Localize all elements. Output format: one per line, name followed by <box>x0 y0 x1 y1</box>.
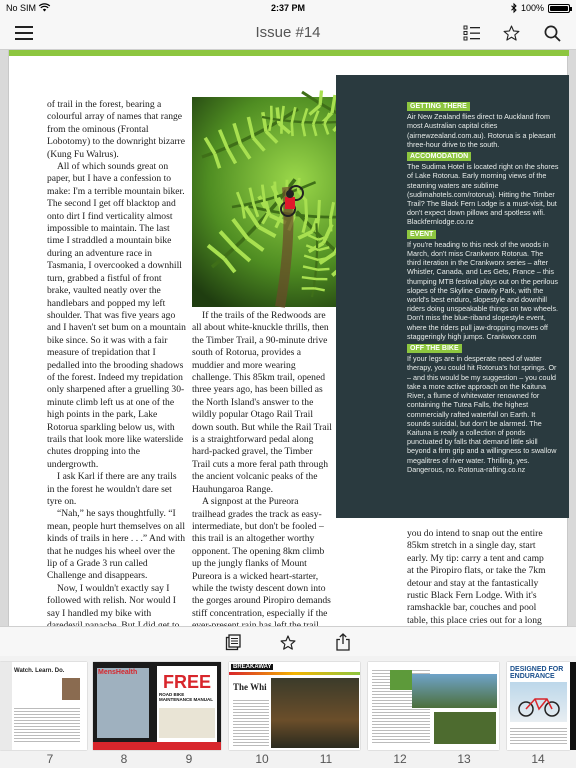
thumbnail-spread-6-7[interactable] <box>0 662 87 750</box>
bluetooth-icon <box>511 3 517 13</box>
paragraph: A signpost at the Pureora trailhead grades the track as easy-intermediate, but don't be fooled – this trail is an altogether worthy opponent. The opening 8km climb up the jungly flanks of Mount Pureora is a wicked heart-starter, while the twisty descent down into the gorges around Piropiro demands stiff concentration, especially if the <box>192 496 331 619</box>
thumb-text-block <box>233 698 269 746</box>
share-icon <box>335 633 351 651</box>
paragraph: I ask Karl if there are any trails in the forest he wouldn't dare set tyre on. <box>47 471 177 507</box>
table-of-contents-icon <box>463 25 481 41</box>
thumb-heading: The Whi <box>233 682 267 692</box>
thumb-subhead: ROAD BIKE MAINTENANCE MANUAL <box>159 692 213 702</box>
bicycle-icon <box>517 694 561 718</box>
thumb-forest-photo <box>271 678 359 748</box>
thumb-brand: MensHealth <box>98 669 138 676</box>
share-button[interactable] <box>333 633 353 651</box>
page-number[interactable]: 8 <box>120 752 128 766</box>
status-bar <box>0 0 576 16</box>
search-icon <box>544 25 561 42</box>
page-number[interactable]: 7 <box>46 752 54 766</box>
thumbnail-spread-8-9[interactable] <box>93 662 221 750</box>
article-column-3 <box>407 528 547 627</box>
page-number[interactable]: 9 <box>185 752 193 766</box>
page-top-accent-bar <box>9 50 569 56</box>
status-right <box>511 3 570 13</box>
page-thumbnail-strip[interactable] <box>0 656 576 768</box>
sidebar-section-event <box>407 227 559 341</box>
star-icon <box>280 635 296 650</box>
thumb-text-block <box>14 706 80 744</box>
paragraph: you do intend to snap out the entire 85km stretch in a single day, start early. My tip: carry a tent and camp at the Piropiro flats, or take the 7km detour and stay at the fantastically rustic Black Fern Lodge. With it's ramshackle bar, couches and pool table, this place cries out for a long <box>407 528 546 626</box>
sidebar-heading: ACCOMODATION <box>407 152 471 161</box>
sidebar-heading: GETTING THERE <box>407 102 470 111</box>
page-number[interactable]: 14 <box>531 752 545 766</box>
notes-icon <box>225 634 241 651</box>
thumb-photo-large <box>434 712 496 744</box>
thumb-red-strip <box>93 742 221 750</box>
page-number[interactable]: 10 <box>255 752 269 766</box>
sidebar-heading: OFF THE BIKE <box>407 344 462 353</box>
thumbnail-spread-12-13[interactable] <box>368 662 499 750</box>
thumb-heading: DESIGNED FOR ENDURANCE <box>510 666 564 680</box>
paragraph: Now, I wouldn't exactly say I followed with relish. Nor would I say I handled my bike with <box>47 582 176 619</box>
nav-bar <box>0 16 576 50</box>
sidebar-heading: EVENT <box>407 230 436 239</box>
star-icon <box>503 25 520 41</box>
paragraph: of trail in the forest, bearing a colourful array of names that range from the ominous (Frontal Lobotomy) to the downright bizarre (Kung Fu Walrus). <box>47 99 186 160</box>
sidebar-body: If your legs are in desperate need of water therapy, you could hit Rotorua's hot springs. Or – and this would be my suggestion – you could take a more active approach on the Kaituna River, a flume of whitewater renowned for containing the Tutea Falls, the highest commercially rafted waterfall on Earth. It sounds suicidal, but don't be alarmed. The Kaituna is really a collection of ponds punctuated by falls that demand little skill beyond a firm grip and a willingness to swallow megalitres of river water. Thrilling, yes. Dangerous, no. Rotorua-rafting.co.nz <box>407 354 557 474</box>
search-button[interactable] <box>540 22 564 44</box>
sidebar-body: Air New Zealand flies direct to Auckland from most Australian capital cities (airnewzealand.com.au). Rotorua is a pleasant three-hour drive to the south. <box>407 112 556 149</box>
article-column-2 <box>192 310 332 645</box>
thumbnail-page-14[interactable] <box>507 662 570 750</box>
thumbnail-spread-10-11[interactable] <box>229 662 360 750</box>
thumb-cover <box>97 668 149 738</box>
sidebar-body: If you're heading to this neck of the woods in March, don't miss Crankworx Rotorua. The third iteration in the Crankworx series – after Whistler, Canada, and Les Gets, France – this thumping MTB festival plays out on the perilous slopes of the Skyline Gravity Park, with the world's best enduro, slopestyle and downhill riders doing unspeakable things on two wheels. Don't miss the blue-riband slopestyle event, where the riders pull jaw-dropping moves off staggeringly high jumps. Crankworx.com <box>407 239 559 341</box>
carrier-label: No SIM <box>6 3 37 13</box>
thumb-tag: BREAKAWAY <box>233 664 272 670</box>
sidebar-section-accomodation <box>407 149 559 227</box>
article-column-1 <box>47 99 186 657</box>
bookmark-star-button[interactable] <box>278 633 298 651</box>
page-number[interactable]: 13 <box>457 752 471 766</box>
thumb-color-band <box>229 672 360 675</box>
battery-icon <box>548 4 570 13</box>
favorite-button[interactable] <box>499 22 523 44</box>
battery-fill <box>550 6 568 11</box>
battery-percent: 100% <box>520 3 544 13</box>
thumb-heading: Watch. Learn. Do. <box>14 668 65 674</box>
magazine-page[interactable] <box>8 50 568 626</box>
thumb-headline: FREE <box>163 672 212 692</box>
thumb-landscape-photo <box>412 674 497 708</box>
sidebar-section-off-the-bike <box>407 341 559 474</box>
thumb-text-block <box>510 726 567 746</box>
page-number[interactable]: 11 <box>319 752 333 766</box>
sidebar-section-getting-there <box>407 99 559 149</box>
thumbnail-next-peek[interactable] <box>570 662 576 750</box>
notes-button[interactable] <box>223 633 243 651</box>
thumb-portrait <box>62 678 80 700</box>
paragraph: If the trails of the Redwoods are all about white-knuckle thrills, then the Timber Trail, a 90-minute drive south of Rotorua, provides a muddier and more wearing challenge. This 85km trail, opened three years ago, has been billed as the North Island's answer to the wildly popular Otago Rail Trail down south. But while the Rail Trail is a straightforward pedal along hard-packed gravel, the Timber Trail cuts a more feral path through the ancient volcanic peaks of the Hauhungaroa Range. <box>192 310 332 495</box>
info-sidebar <box>336 75 569 518</box>
thumb-photo-small <box>390 670 412 690</box>
paragraph: All of which sounds great on paper, but I have a confession to make: I'm a terrible mountain biker. The second I get off blacktop and onto dirt I find verticality almost impossible to maintain. The last time I straddled a mountain bike during an adventure race in Tasmania, I overcooked a downhill turn, grabbed a fistful of front brake, vaulted neatly over the handlebars and popped my left shoulder. That was five years ago and I haven't set bum on a mountain bike since. So it was with a fair measure of trepidation that I pedalled into the brooding shadows of the forest. Indeed my trepidation only sharpened after a gruelling 30-minute climb left us at one of the high points in the park, Lake Rotorua sparkling below us, with trails that look more like waterslide chutes dropping into the undergrowth. <box>47 161 186 470</box>
contents-button[interactable] <box>460 22 484 44</box>
paragraph: “Nah,” he says thoughtfully. “I mean, people hurt themselves on all kinds of trails in here . . .” And with that he nudges his wheel over the lip of a Grade 3 run called Challenge and disappears. <box>47 508 186 582</box>
thumb-edge <box>0 662 12 750</box>
bottom-toolbar <box>0 626 576 656</box>
sidebar-body: The Sudima Hotel is located right on the shores of Lake Rotorua. Early morning views of the steaming waters are sublime (sudimahotels.com/rotorua). Hitting the Timber Trail? The Black Fern Lodge is a must-visit, but don't expect down pillows and spotless wifi. Blackfernlodge.co.nz <box>407 162 559 227</box>
thumb-manual-image <box>159 708 215 738</box>
page-number[interactable]: 12 <box>393 752 407 766</box>
issue-title: Issue #14 <box>255 24 321 41</box>
clock: 2:37 PM <box>270 3 305 13</box>
